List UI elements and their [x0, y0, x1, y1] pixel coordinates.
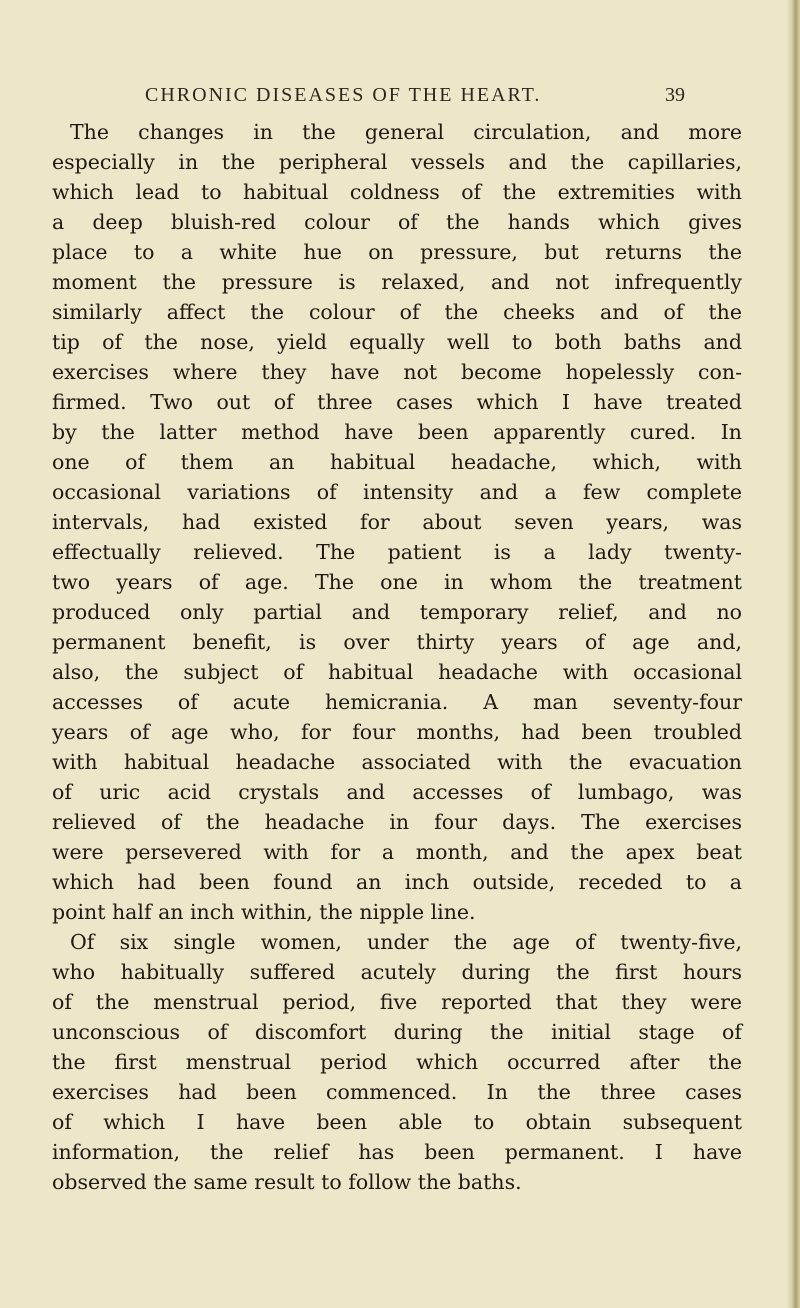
text-line: of the menstrual period, five reported that they were: [52, 990, 742, 1014]
page-header: [145, 84, 685, 114]
page-edge-shadow: [786, 0, 800, 1308]
text-line: intervals, had existed for about seven years, was: [52, 510, 742, 534]
text-line: exercises had been commenced. In the three cases: [52, 1080, 742, 1104]
text-line: relieved of the headache in four days. The exercises: [52, 810, 742, 834]
text-line: accesses of acute hemicrania. A man seventy-four: [52, 690, 742, 714]
text-line: tip of the nose, yield equally well to both baths and: [52, 330, 742, 354]
text-line: information, the relief has been permanent. I have: [52, 1140, 742, 1164]
text-line: Of six single women, under the age of twenty-five,: [70, 930, 742, 954]
text-line: a deep bluish-red colour of the hands which gives: [52, 210, 742, 234]
text-line: also, the subject of habitual headache with occasional: [52, 660, 742, 684]
text-line: unconscious of discomfort during the initial stage of: [52, 1020, 742, 1044]
text-line: permanent benefit, is over thirty years of age and,: [52, 630, 742, 654]
text-line: which lead to habitual coldness of the extremities with: [52, 180, 742, 204]
text-line: place to a white hue on pressure, but returns the: [52, 240, 742, 264]
text-line: with habitual headache associated with the evacuation: [52, 750, 742, 774]
text-line: exercises where they have not become hopelessly con-: [52, 360, 742, 384]
text-line: of which I have been able to obtain subsequent: [52, 1110, 742, 1134]
text-line: The changes in the general circulation, and more: [70, 120, 742, 144]
text-line: who habitually suffered acutely during the first hours: [52, 960, 742, 984]
text-line: similarly affect the colour of the cheeks and of the: [52, 300, 742, 324]
text-line: which had been found an inch outside, receded to a: [52, 870, 742, 894]
body-text: [52, 117, 742, 1197]
page-number: 39: [665, 84, 685, 106]
text-line: occasional variations of intensity and a few complete: [52, 480, 742, 504]
text-line: one of them an habitual headache, which, with: [52, 450, 742, 474]
text-line: two years of age. The one in whom the treatment: [52, 570, 742, 594]
running-title: CHRONIC DISEASES OF THE HEART.: [145, 84, 542, 106]
text-line: observed the same result to follow the baths.: [52, 1170, 522, 1194]
text-line: especially in the peripheral vessels and the capillaries,: [52, 150, 742, 174]
text-line: moment the pressure is relaxed, and not infrequently: [52, 270, 742, 294]
text-line: by the latter method have been apparently cured. In: [52, 420, 742, 444]
text-line: effectually relieved. The patient is a lady twenty-: [52, 540, 742, 564]
text-line: produced only partial and temporary relief, and no: [52, 600, 742, 624]
text-line: firmed. Two out of three cases which I have treated: [52, 390, 742, 414]
text-line: were persevered with for a month, and the apex beat: [52, 840, 742, 864]
text-line: the first menstrual period which occurred after the: [52, 1050, 742, 1074]
text-line: of uric acid crystals and accesses of lumbago, was: [52, 780, 742, 804]
text-line: years of age who, for four months, had been troubled: [52, 720, 742, 744]
text-line: point half an inch within, the nipple line.: [52, 900, 476, 924]
